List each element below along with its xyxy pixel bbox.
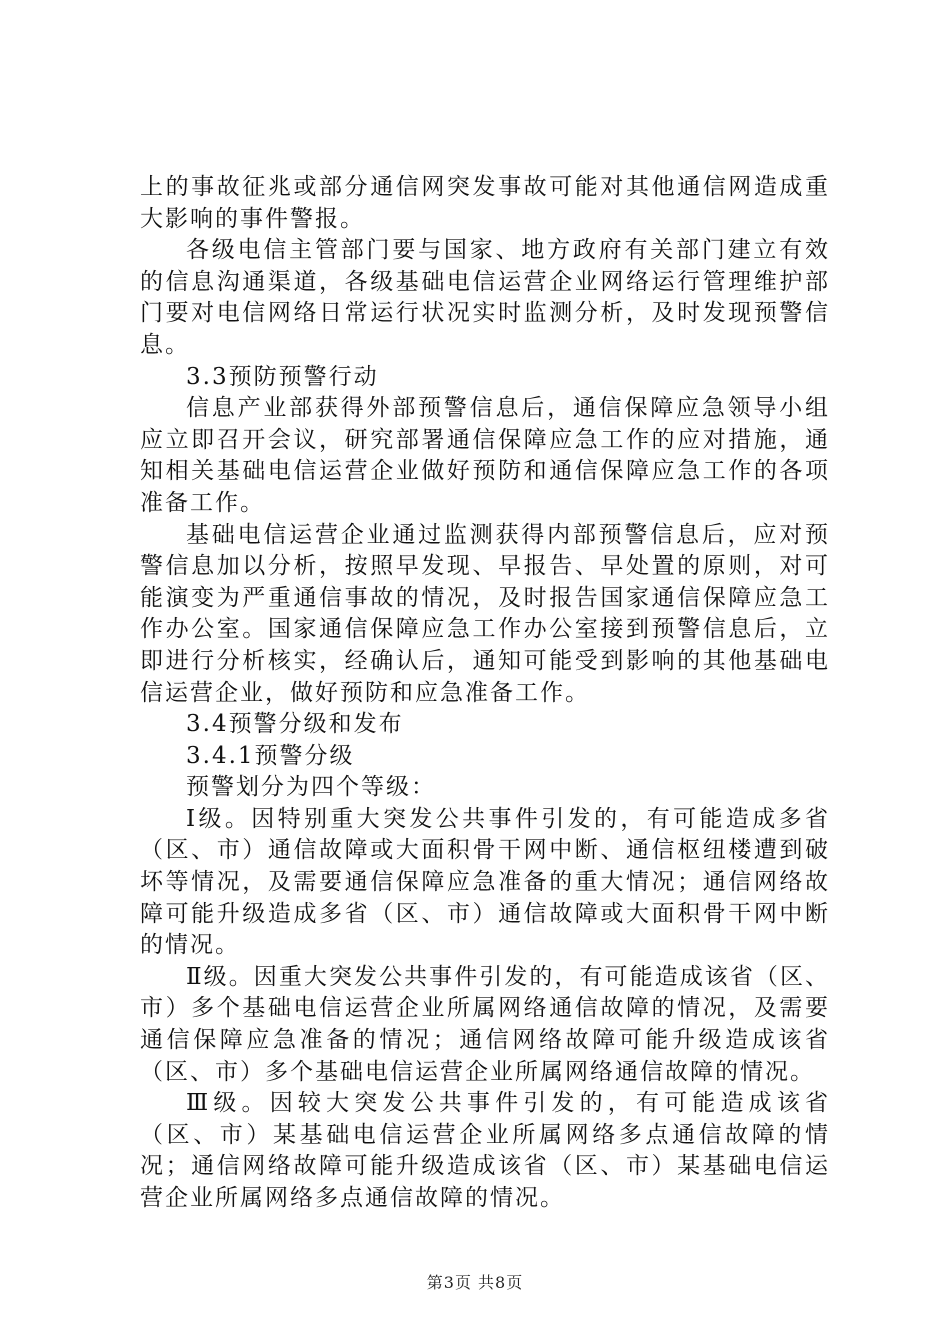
paragraph-levels-intro: 预警划分为四个等级： <box>186 774 436 801</box>
document-body <box>140 172 830 1215</box>
paragraph-continuation: 上的事故征兆或部分通信网突发事故可能对其他通信网造成重大影响的事件警报。 <box>140 174 830 232</box>
paragraph-info-channels: 各级电信主管部门要与国家、地方政府有关部门建立有效的信息沟通渠道，各级基础电信运营企业网络运行管理维护部门要对电信网络日常运行状况实时监测分析，及时发现预警信息。 <box>140 237 830 358</box>
paragraph-external-warning: 信息产业部获得外部预警信息后，通信保障应急领导小组应立即召开会议，研究部署通信保障应急工作的应对措施，通知相关基础电信运营企业做好预防和通信保障应急工作的各项准备工作。 <box>140 395 830 516</box>
paragraph-level-2: Ⅱ级。因重大突发公共事件引发的，有可能造成该省（区、市）多个基础电信运营企业所属网络通信故障的情况，及需要通信保障应急准备的情况；通信网络故障可能升级造成该省（区、市）多个基础电信运营企业所属网络通信故障的情况。 <box>140 963 830 1085</box>
page-number-footer: 第3页 共8页 <box>426 1273 524 1292</box>
section-heading-3-3: 3.3预防预警行动 <box>186 363 379 390</box>
section-heading-3-4-1: 3.4.1预警分级 <box>186 742 355 769</box>
paragraph-internal-warning: 基础电信运营企业通过监测获得内部预警信息后，应对预警信息加以分析，按照早发现、早报告、早处置的原则，对可能演变为严重通信事故的情况，及时报告国家通信保障应急工作办公室。国家通信保障应急工作办公室接到预警信息后，立即进行分析核实，经确认后，通知可能受到影响的其他基础电信运营企业，做好预防和应急准备工作。 <box>140 521 830 706</box>
paragraph-level-1: Ⅰ级。因特别重大突发公共事件引发的，有可能造成多省（区、市）通信故障或大面积骨干网中断、通信枢纽楼遭到破坏等情况，及需要通信保障应急准备的重大情况；通信网络故障可能升级造成多省（区、市）通信故障或大面积骨干网中断的情况。 <box>140 805 830 959</box>
paragraph-level-3: Ⅲ级。因较大突发公共事件引发的，有可能造成该省（区、市）某基础电信运营企业所属网络多点通信故障的情况；通信网络故障可能升级造成该省（区、市）某基础电信运营企业所属网络多点通信故障的情况。 <box>140 1090 830 1211</box>
section-heading-3-4: 3.4预警分级和发布 <box>186 711 404 738</box>
